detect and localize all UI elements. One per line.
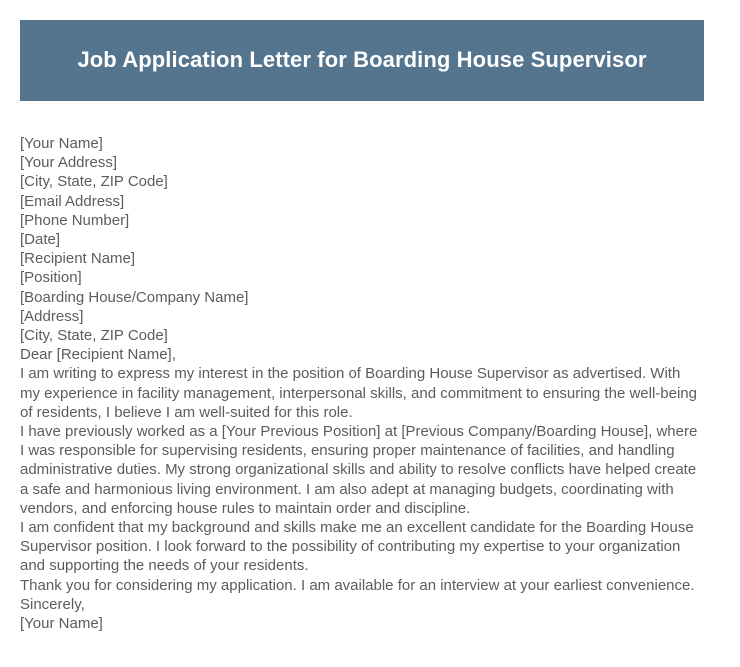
- letter-paragraph-3: I am confident that my background and skills make me an excellent candidate for the Boarding House Supervisor position. I look forward to the possibility of contributing my expertise to your organization and supporting the needs of your residents.: [20, 519, 694, 575]
- sender-name: [Your Name]: [20, 135, 103, 152]
- recipient-company: [Boarding House/Company Name]: [20, 288, 249, 306]
- recipient-address-block: [20, 249, 704, 345]
- letter-body: [20, 134, 704, 633]
- sender-phone: [Phone Number]: [20, 211, 130, 229]
- letter-date: [Date]: [20, 231, 61, 249]
- signature-name: [Your Name]: [20, 615, 103, 633]
- document-header-banner: [20, 20, 704, 101]
- page-title: Job Application Letter for Boarding House Supervisor: [77, 47, 647, 73]
- recipient-position: [Position]: [20, 269, 82, 287]
- sender-address: [Your Address]: [20, 154, 118, 172]
- recipient-address: [Address]: [20, 307, 84, 325]
- recipient-name: [Recipient Name]: [20, 250, 136, 268]
- salutation: Dear [Recipient Name],: [20, 346, 176, 364]
- closing: Sincerely,: [20, 595, 85, 613]
- letter-paragraph-1: I am writing to express my interest in the position of Boarding House Supervisor as advertised. With my experience in facility management, interpersonal skills, and commitment to ensuring the well-being of residents, I believe I am well-suited for this role.: [20, 365, 697, 421]
- letter-paragraph-2: I have previously worked as a [Your Previous Position] at [Previous Company/Boarding House], where I was responsible for supervising residents, ensuring proper maintenance of facilities, and handling administrative duties. My strong organizational skills and ability to resolve conflicts have helped create a safe and harmonious living environment. I am also adept at managing budgets, coordinating with vendors, and enforcing house rules to maintain order and discipline.: [20, 423, 698, 517]
- sender-email: [Email Address]: [20, 192, 125, 210]
- letter-paragraph-4: Thank you for considering my application. I am available for an interview at your earliest convenience.: [20, 576, 695, 594]
- sender-address-block: [20, 134, 704, 249]
- sender-city-state-zip: [City, State, ZIP Code]: [20, 173, 168, 191]
- recipient-city-state-zip: [City, State, ZIP Code]: [20, 327, 168, 345]
